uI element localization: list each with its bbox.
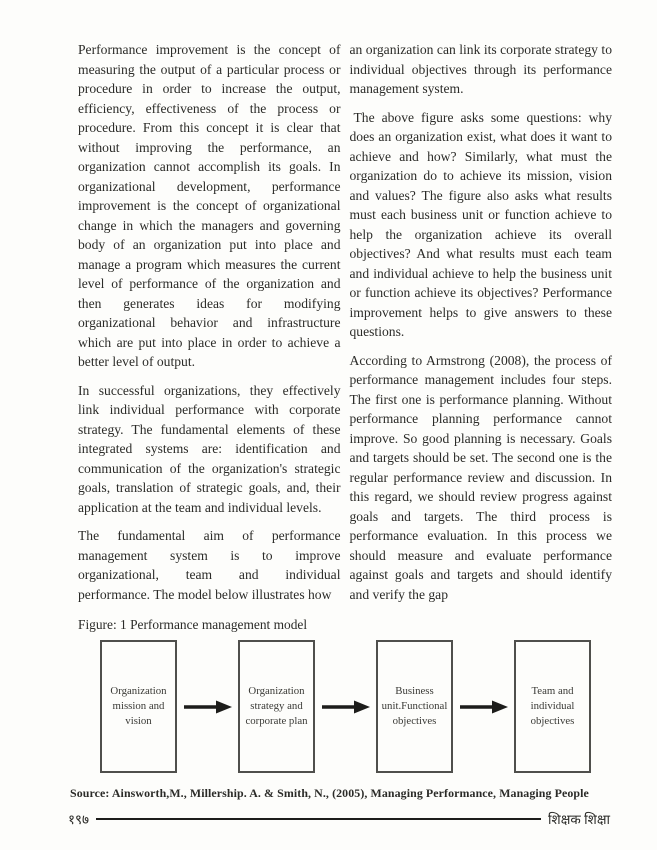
journal-title: शिक्षक शिक्षा [548, 812, 610, 827]
paragraph: In successful organizations, they effectively link individual performance with corporate strategy. The fundamental elements of these integrated systems are: identification and communication of the organization's strategic goals, translation of strategic goals, and, their application at the team and individual levels. [78, 382, 341, 515]
paragraph: The above figure asks some questions: why does an organization exist, what does it want to achieve and how? Similarly, what must the organization do to achieve its mission, vision and values? The figure also asks what results must each business unit or function achieve to help the organization achieve its overall objectives? And what results must each team and individual achieve to help the business unit or function achieve its objectives? Performance improvement helps to give answers to these questions. [349, 109, 612, 339]
footer-divider-line [96, 818, 541, 820]
paragraph: an organization can link its corporate strategy to individual objectives through its performance management system. [349, 42, 612, 96]
page-number: १९७ [68, 812, 90, 827]
flow-box-label: Team and individual objectives [530, 685, 575, 727]
flow-box-mission-vision [100, 640, 177, 773]
left-column [78, 40, 341, 613]
right-arrow-icon [453, 699, 514, 715]
performance-management-flowchart [100, 640, 612, 773]
flow-box-label: Organization mission and vision [110, 685, 167, 727]
flow-box-strategy-plan [238, 640, 315, 773]
right-arrow-icon [177, 699, 238, 715]
figure-caption: Figure: 1 Performance management model [78, 617, 308, 632]
figure-source-citation: Source: Ainsworth,M., Millership. A. & Smith, N., (2005), Managing Performance, Managing People [70, 786, 589, 800]
flow-box-label: Business unit.Functional objectives [381, 685, 448, 727]
paragraph: The fundamental aim of performance management system is to improve organizational, team and individual performance. The model below illustrates how [78, 528, 341, 602]
right-column [350, 40, 613, 613]
flow-box-label: Organization strategy and corporate plan [245, 685, 308, 727]
two-column-text-area [78, 40, 612, 613]
flow-box-team-individual-objectives [514, 640, 591, 773]
paragraph: Performance improvement is the concept of measuring the output of a particular process or procedure in order to increase the output, efficiency, effectiveness of the process or procedure. From this concept it is clear that without improving the performance, an organization cannot accomplish its goals. In organizational development, performance improvement is the concept of organizational change in which the managers and governing body of an organization put into place and manage a program which measures the current level of performance of the organization and then generates ideas for modifying organizational behavior and infrastructure which are put into place in order to achieve a better level of output. [78, 42, 341, 369]
paragraph: According to Armstrong (2008), the process of performance management includes four steps. The first one is performance planning. Without performance planning performance cannot improve. So good planning is necessary. Goals and targets should be set. The second one is the regular performance review and discussion. In this regard, we should review progress against goals and targets. The third process is performance evaluation. In this process we should measure and evaluate performance against goals and targets and should identify and verify the gap [349, 352, 612, 602]
flow-box-business-unit-objectives [376, 640, 453, 773]
right-arrow-icon [315, 699, 376, 715]
page-footer [68, 810, 610, 828]
